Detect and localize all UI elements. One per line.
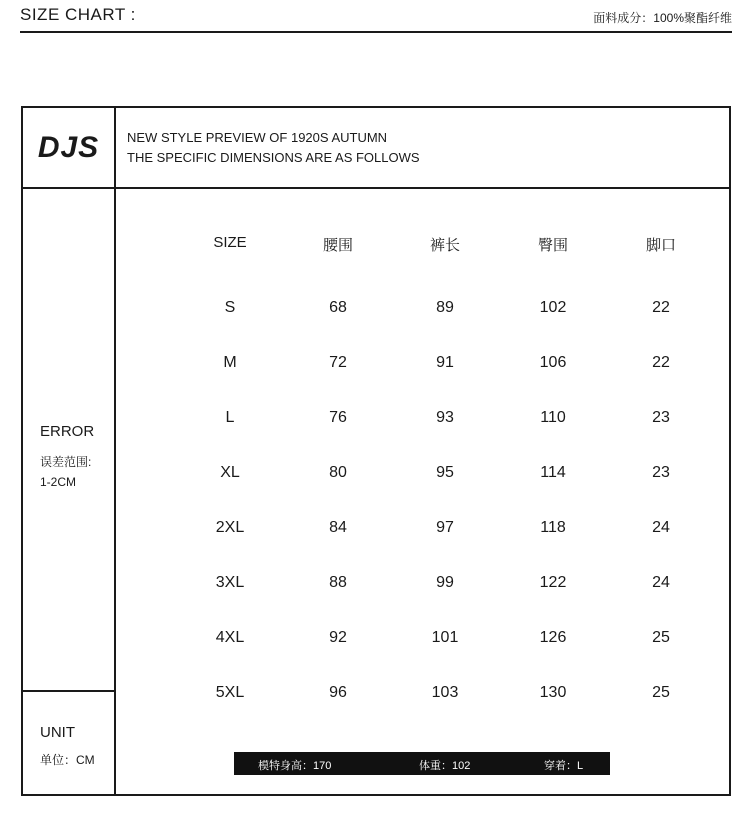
unit-title: UNIT (40, 724, 75, 741)
table-cell: 130 (539, 684, 567, 701)
table-cell: 92 (329, 629, 347, 646)
size-label-cell: 4XL (215, 629, 245, 646)
size-label-cell: 2XL (215, 519, 245, 536)
model-info-bar (234, 752, 610, 775)
header-divider (20, 31, 732, 33)
table-cell: 72 (329, 354, 347, 371)
table-cell: 24 (652, 519, 670, 536)
error-range-label: 误差范围: (40, 455, 92, 469)
table-cell: 106 (539, 354, 567, 371)
size-label-cell: L (225, 409, 235, 426)
size-chart-frame (21, 106, 731, 796)
table-cell: 93 (436, 409, 454, 426)
table-cell: 88 (329, 574, 347, 591)
intro-line-2: THE SPECIFIC DIMENSIONS ARE AS FOLLOWS (127, 150, 420, 165)
table-cell: 22 (652, 354, 670, 371)
size-label-cell: XL (220, 464, 240, 481)
table-cell: 97 (436, 519, 454, 536)
table-cell: 91 (436, 354, 454, 371)
error-range (40, 452, 91, 492)
size-label-cell: M (223, 354, 237, 371)
intro-text (127, 128, 420, 168)
table-cell: 99 (436, 574, 454, 591)
table-cell: 25 (652, 629, 670, 646)
table-cell: 96 (329, 684, 347, 701)
unit-value: 单位：CM (40, 753, 95, 767)
table-cell: 102 (539, 299, 567, 316)
table-cell: 23 (652, 409, 670, 426)
row-divider (23, 187, 729, 189)
table-cell: 23 (652, 464, 670, 481)
table-cell: 110 (540, 409, 566, 426)
table-cell: 24 (652, 574, 670, 591)
table-cell: 118 (540, 519, 566, 536)
table-cell: 84 (329, 519, 347, 536)
fabric-composition-note: 面料成分：100%聚酯纤维 (593, 11, 732, 25)
intro-line-1: NEW STYLE PREVIEW OF 1920S AUTUMN (127, 130, 388, 145)
table-cell: 95 (436, 464, 454, 481)
table-cell: 76 (329, 409, 347, 426)
table-cell: 80 (329, 464, 347, 481)
table-header-cell: SIZE (213, 234, 247, 251)
size-label-cell: 3XL (215, 574, 245, 591)
size-label-cell: 5XL (215, 684, 245, 701)
model-wearing: 穿着：L (544, 760, 584, 772)
table-cell: 126 (539, 629, 567, 646)
table-cell: 101 (431, 629, 459, 646)
table-cell: 122 (539, 574, 567, 591)
table-header-cell: 裤长 (429, 237, 460, 254)
table-cell: 114 (540, 464, 566, 481)
table-cell: 89 (436, 299, 454, 316)
table-cell: 22 (652, 299, 670, 316)
model-weight: 体重：102 (419, 760, 471, 772)
table-cell: 103 (431, 684, 459, 701)
page-title: SIZE CHART : (20, 5, 136, 24)
table-header-cell: 腰围 (322, 237, 353, 254)
table-cell: 68 (329, 299, 347, 316)
error-range-value: 1-2CM (40, 475, 77, 489)
table-cell: 25 (652, 684, 670, 701)
error-title: ERROR (40, 423, 95, 440)
model-height: 模特身高：170 (258, 760, 332, 772)
table-header-cell: 臀围 (537, 237, 568, 254)
unit-divider (23, 690, 114, 692)
column-divider (114, 108, 116, 794)
brand-logo: DJS (37, 130, 100, 164)
size-label-cell: S (224, 299, 236, 316)
table-header-cell: 脚口 (645, 237, 676, 254)
